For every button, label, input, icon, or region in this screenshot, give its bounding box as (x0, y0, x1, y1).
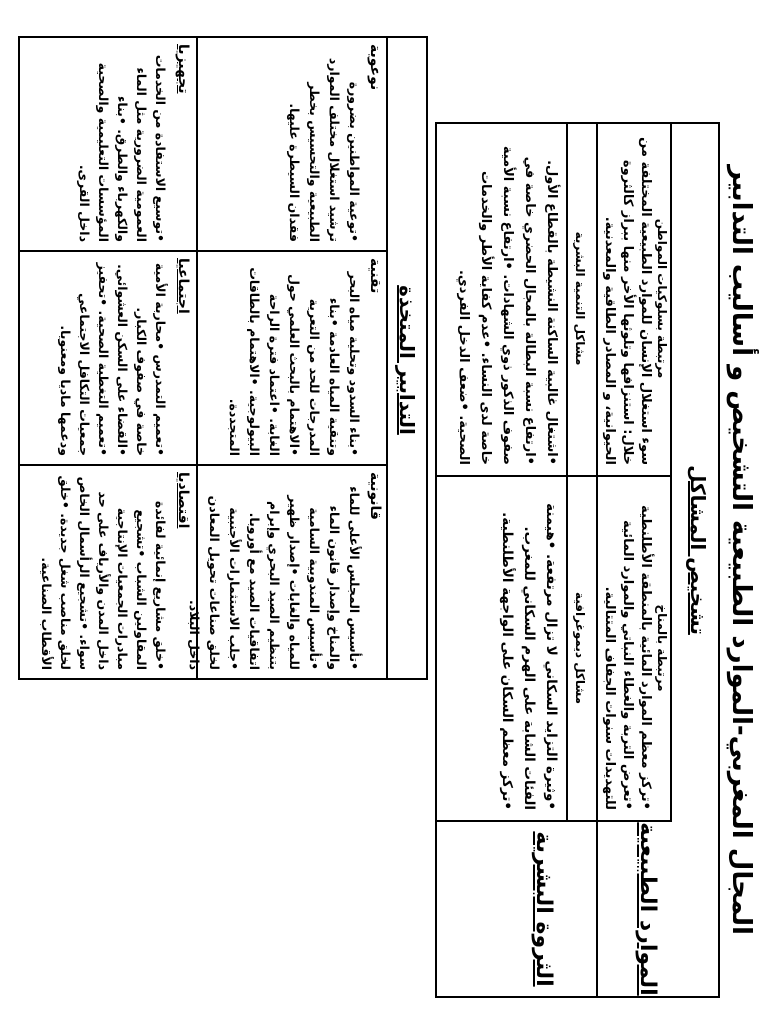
natural-resources-behavior-text: سوء استغلال الإنسان للموارد الطبيعية المختلفة من خلال: استنزافها وتلوثها الأخر منها ببراز كالثروة الحيوانية، و المصادر الطاقية والمعدنية. (602, 137, 653, 465)
row-label-human-resources: الثروة البشرية (531, 831, 556, 987)
column-header-quality: نوعوية (367, 44, 383, 91)
quality-measures-text: •توعية المواطنين بضرورة ترشيد استغلال مختلف الموارد الطبيعية والتحسيس بخطر فقدان السيطرة عليها. (287, 57, 362, 242)
technical-measures-text: •بناء السدود وتحلية مياه البحر وتنقية المياه العادمة •بناء المدرجات للحد من التعرية •الاهتمام بالبحث العلمي حول الغابة. •اعتماد فترة الراحة البيولوجية. •الاهتمام بالطاقات المتجددة. (227, 267, 362, 456)
measures-header-divider (386, 36, 388, 680)
subheader-economic: اقتصاديا (175, 472, 191, 529)
row-label-natural-resources: الموارد الطبيعية (635, 822, 660, 996)
natural-resources-climate-text: •تركز معظم الموارد المائية بالمنطقة الأطلنطية •تعرض التربة والغطاء النباتي والموارد المائية للتهديدات سنوات الجفاف المتتالية. (602, 504, 653, 810)
development-problems-text: •اشتغال غالبية الساكنة النشيطة بالقطاع الأول. •ارتفاع نسبة البطالة بالمجال الحضري خاصة في صفوف الذكور ذوي الشهادات. •ارتفاع نسبة الأمية خاصة لدى النساء. •عدم كفاية الأطر والخدمات الصحية. •ضعف الدخل الفردي. (456, 145, 559, 465)
economic-measures-text: •خلق مشاريع إنمائية لفائدة المقاولين الشباب •تشجيع مبادرات الجمعيات الإنتاجية داخل المدن والأرياف على حد سواء. •تشجيع الرأسمال الخاص لخلق مناصب شغل جديدة. •خلق الأقطاب الصناعية. (39, 475, 168, 670)
diagnosis-col-divider (435, 475, 672, 477)
social-measures-text: •تعميم التمدرس •محاربة الأمية خاصة في صفوف الكبار. •القضاء على السكن العشوائي. •تعميم التغطية الصحية. •تحفيز جمعيات التكافل الاجتماعي ودعمها ماديا ومعنويا. (58, 262, 168, 456)
column-header-legal: قانونية (367, 472, 383, 520)
subheader-development-problems: مشاكل التنمية البشرية (573, 231, 587, 366)
measures-title: التدابير المتخذة (395, 285, 419, 435)
diagnosis-title: تشخيص المشاكل (686, 465, 710, 635)
human-diagnosis-subheader-divider (566, 122, 568, 820)
subheader-equipment: تجهيزيا (175, 44, 191, 94)
demographic-problems-text: •وثيرة التزايد السكاني لا تزال مرتفعة. •هيمنة الفئات الشابة على الهرم السكاني للمغرب. •تركز معظم السكان على الواجهة الأطلنطية. (499, 503, 559, 810)
measures-row-divider (196, 36, 198, 680)
subheader-demographic-problems: مشاكل ديموغرافية (573, 591, 587, 705)
equipment-measures-text: •توسيع الاستفادة من الخدمات العمومية الضرورية مثل الماء والكهرباء والطرق. •بناء المؤسسات التعليمية والصحية داخل القرى. (77, 54, 168, 242)
column-header-technical: تقنية (367, 258, 383, 294)
subheader-social: اجتماعيا (175, 258, 191, 314)
column-header-climate: مرتبطة بالمناخ (655, 604, 669, 692)
diagnosis-header-divider (670, 122, 672, 820)
column-header-behavior: مرتبطة بسلوكيات المواطن (655, 218, 669, 379)
page-title: المجال المغربي-الموارد الطبيعية التشخيص و أساليب التدابير (726, 165, 756, 935)
legal-measures-text: •تأسيس المجلس الأعلى للماء والمناخ وإصدار قانون الماء •تأسيس المندوبية السامية للمياه والغابات •إصدار ظهير بتنظيم الصيد البحري وإبرام اتفاقيات الصيد مع أوروبا. •جلب الاستثمارات الأجنبية لخلق صناعات تحويل المعادن داخل البلاد. (187, 486, 362, 670)
